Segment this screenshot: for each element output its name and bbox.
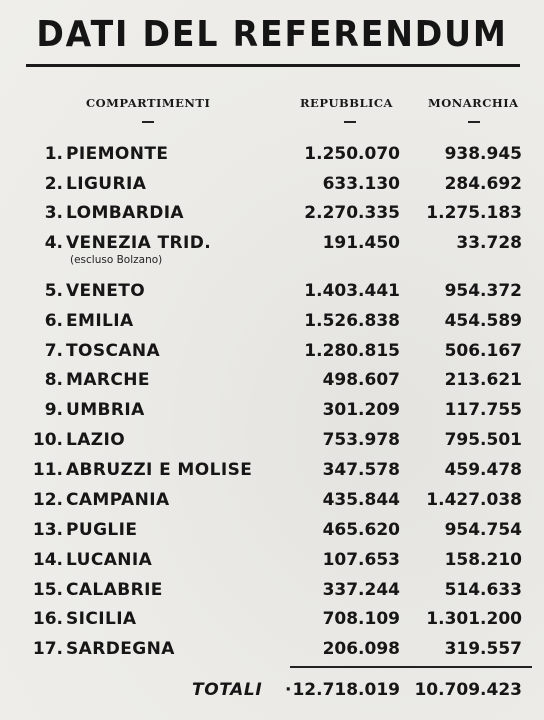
region-note: (escluso Bolzano) bbox=[70, 254, 163, 266]
repubblica-votes: 301.209 bbox=[322, 400, 400, 420]
monarchia-votes: 1.275.183 bbox=[426, 203, 522, 223]
region-name: CAMPANIA bbox=[66, 490, 170, 510]
monarchia-votes: 1.301.200 bbox=[426, 609, 522, 629]
repubblica-votes: 465.620 bbox=[322, 520, 400, 540]
row-number: 4. bbox=[44, 233, 63, 253]
row-number: 6. bbox=[44, 311, 63, 331]
repubblica-votes: 206.098 bbox=[322, 639, 400, 659]
monarchia-votes: 454.589 bbox=[444, 311, 522, 331]
table-row bbox=[0, 638, 544, 666]
row-number: 14. bbox=[32, 550, 63, 570]
monarchia-votes: 506.167 bbox=[444, 341, 522, 361]
region-name: VENEZIA TRID. bbox=[66, 233, 212, 253]
monarchia-votes: 459.478 bbox=[444, 460, 522, 480]
monarchia-votes: 795.501 bbox=[444, 430, 522, 450]
repubblica-votes: 1.250.070 bbox=[304, 144, 400, 164]
region-name: TOSCANA bbox=[66, 341, 161, 361]
monarchia-votes: 1.427.038 bbox=[426, 490, 522, 510]
row-number: 16. bbox=[32, 609, 63, 629]
row-number: 12. bbox=[32, 490, 63, 510]
monarchia-votes: 33.728 bbox=[456, 233, 522, 253]
repubblica-votes: 191.450 bbox=[322, 233, 400, 253]
region-name: VENETO bbox=[66, 281, 146, 301]
header-repubblica: REPUBBLICA bbox=[300, 96, 393, 110]
region-name: SARDEGNA bbox=[66, 639, 175, 659]
repubblica-votes: 753.978 bbox=[322, 430, 400, 450]
table-row bbox=[0, 459, 544, 487]
region-name: PIEMONTE bbox=[66, 144, 169, 164]
monarchia-votes: 954.754 bbox=[444, 520, 522, 540]
row-number: 9. bbox=[44, 400, 63, 420]
region-name: UMBRIA bbox=[66, 400, 145, 420]
totals-repubblica: 12.718.019 bbox=[292, 680, 400, 700]
table-row bbox=[0, 369, 544, 397]
header-compartimenti: COMPARTIMENTI bbox=[86, 96, 211, 110]
region-name: LUCANIA bbox=[66, 550, 153, 570]
page-title: DATI DEL REFERENDUM bbox=[36, 14, 508, 55]
repubblica-votes: 498.607 bbox=[322, 370, 400, 390]
title-underline bbox=[26, 64, 520, 67]
table-row bbox=[0, 280, 544, 308]
monarchia-votes: 954.372 bbox=[444, 281, 522, 301]
repubblica-votes: 1.280.815 bbox=[304, 341, 400, 361]
table-row bbox=[0, 579, 544, 607]
monarchia-votes: 938.945 bbox=[444, 144, 522, 164]
region-name: MARCHE bbox=[66, 370, 150, 390]
row-number: 5. bbox=[44, 281, 63, 301]
monarchia-votes: 514.633 bbox=[444, 580, 522, 600]
row-number: 8. bbox=[44, 370, 63, 390]
repubblica-votes: 633.130 bbox=[322, 174, 400, 194]
repubblica-votes: 337.244 bbox=[322, 580, 400, 600]
row-number: 15. bbox=[32, 580, 63, 600]
monarchia-votes: 213.621 bbox=[444, 370, 522, 390]
row-number: 13. bbox=[32, 520, 63, 540]
repubblica-votes: 1.403.441 bbox=[304, 281, 400, 301]
row-number: 10. bbox=[32, 430, 63, 450]
region-name: ABRUZZI E MOLISE bbox=[66, 460, 253, 480]
monarchia-votes: 158.210 bbox=[444, 550, 522, 570]
region-name: LAZIO bbox=[66, 430, 126, 450]
table-row bbox=[0, 310, 544, 338]
region-name: LOMBARDIA bbox=[66, 203, 184, 223]
monarchia-votes: 284.692 bbox=[444, 174, 522, 194]
row-number: 1. bbox=[44, 144, 63, 164]
table-row bbox=[0, 399, 544, 427]
header-tick-repubblica bbox=[344, 121, 356, 123]
table-row bbox=[0, 143, 544, 171]
row-number: 7. bbox=[44, 341, 63, 361]
repubblica-votes: 347.578 bbox=[322, 460, 400, 480]
totals-dot: · bbox=[285, 680, 292, 700]
totals-label: TOTALI bbox=[192, 680, 263, 700]
table-row bbox=[0, 232, 544, 266]
monarchia-votes: 319.557 bbox=[444, 639, 522, 659]
totals-rule bbox=[290, 666, 532, 668]
row-number: 11. bbox=[32, 460, 63, 480]
header-tick-compartimenti bbox=[142, 121, 154, 123]
repubblica-votes: 708.109 bbox=[322, 609, 400, 629]
table-row bbox=[0, 549, 544, 577]
table-row bbox=[0, 340, 544, 368]
totals-monarchia: 10.709.423 bbox=[414, 680, 522, 700]
row-number: 3. bbox=[44, 203, 63, 223]
monarchia-votes: 117.755 bbox=[444, 400, 522, 420]
row-number: 2. bbox=[44, 174, 63, 194]
region-name: CALABRIE bbox=[66, 580, 163, 600]
table-row bbox=[0, 202, 544, 230]
table-row bbox=[0, 489, 544, 517]
table-row bbox=[0, 429, 544, 457]
header-monarchia: MONARCHIA bbox=[428, 96, 519, 110]
repubblica-votes: 1.526.838 bbox=[304, 311, 400, 331]
table-row bbox=[0, 519, 544, 547]
row-number: 17. bbox=[32, 639, 63, 659]
region-name: LIGURIA bbox=[66, 174, 147, 194]
repubblica-votes: 435.844 bbox=[322, 490, 400, 510]
table-row bbox=[0, 608, 544, 636]
region-name: PUGLIE bbox=[66, 520, 138, 540]
region-name: EMILIA bbox=[66, 311, 134, 331]
table-row bbox=[0, 173, 544, 201]
header-tick-monarchia bbox=[468, 121, 480, 123]
region-name: SICILIA bbox=[66, 609, 137, 629]
repubblica-votes: 107.653 bbox=[322, 550, 400, 570]
repubblica-votes: 2.270.335 bbox=[304, 203, 400, 223]
